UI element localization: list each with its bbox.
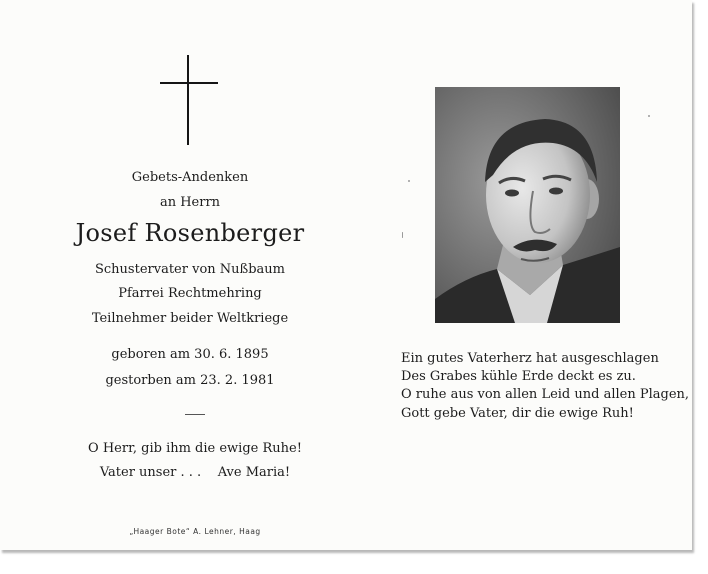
poem-line: Gott gebe Vater, dir die ewige Ruh! [401,405,634,421]
detail-occupation: Schustervater von Nußbaum [95,262,285,277]
poem-line: O ruhe aus von allen Leid und allen Plagen, [401,387,690,403]
birth-date: geboren am 30. 6. 1895 [111,347,269,362]
paper-speck [402,232,403,238]
poem-line: Des Grabes kühle Erde deckt es zu. [401,369,636,385]
deceased-name: Josef Rosenberger [75,219,305,247]
prayer-line-1: O Herr, gib ihm die ewige Ruhe! [88,441,302,456]
memorial-poem [401,350,689,423]
death-date: gestorben am 23. 2. 1981 [105,373,275,388]
detail-veteran: Teilnehmer beider Weltkriege [91,311,289,326]
paper-speck [648,115,650,117]
salutation: an Herrn [159,195,221,210]
divider [185,414,205,415]
poem-line: Ein gutes Vaterherz hat ausgeschlagen [401,351,659,366]
detail-parish: Pfarrei Rechtmehring [118,286,262,301]
prayer-line-2: Vater unser . . . Ave Maria! [99,465,291,480]
printer-credit: „Haager Bote“ A. Lehner, Haag [129,527,261,536]
cross-icon [160,55,218,145]
paper-speck [408,180,410,182]
portrait-photo [435,87,620,323]
card-header: Gebets-Andenken [131,170,249,185]
